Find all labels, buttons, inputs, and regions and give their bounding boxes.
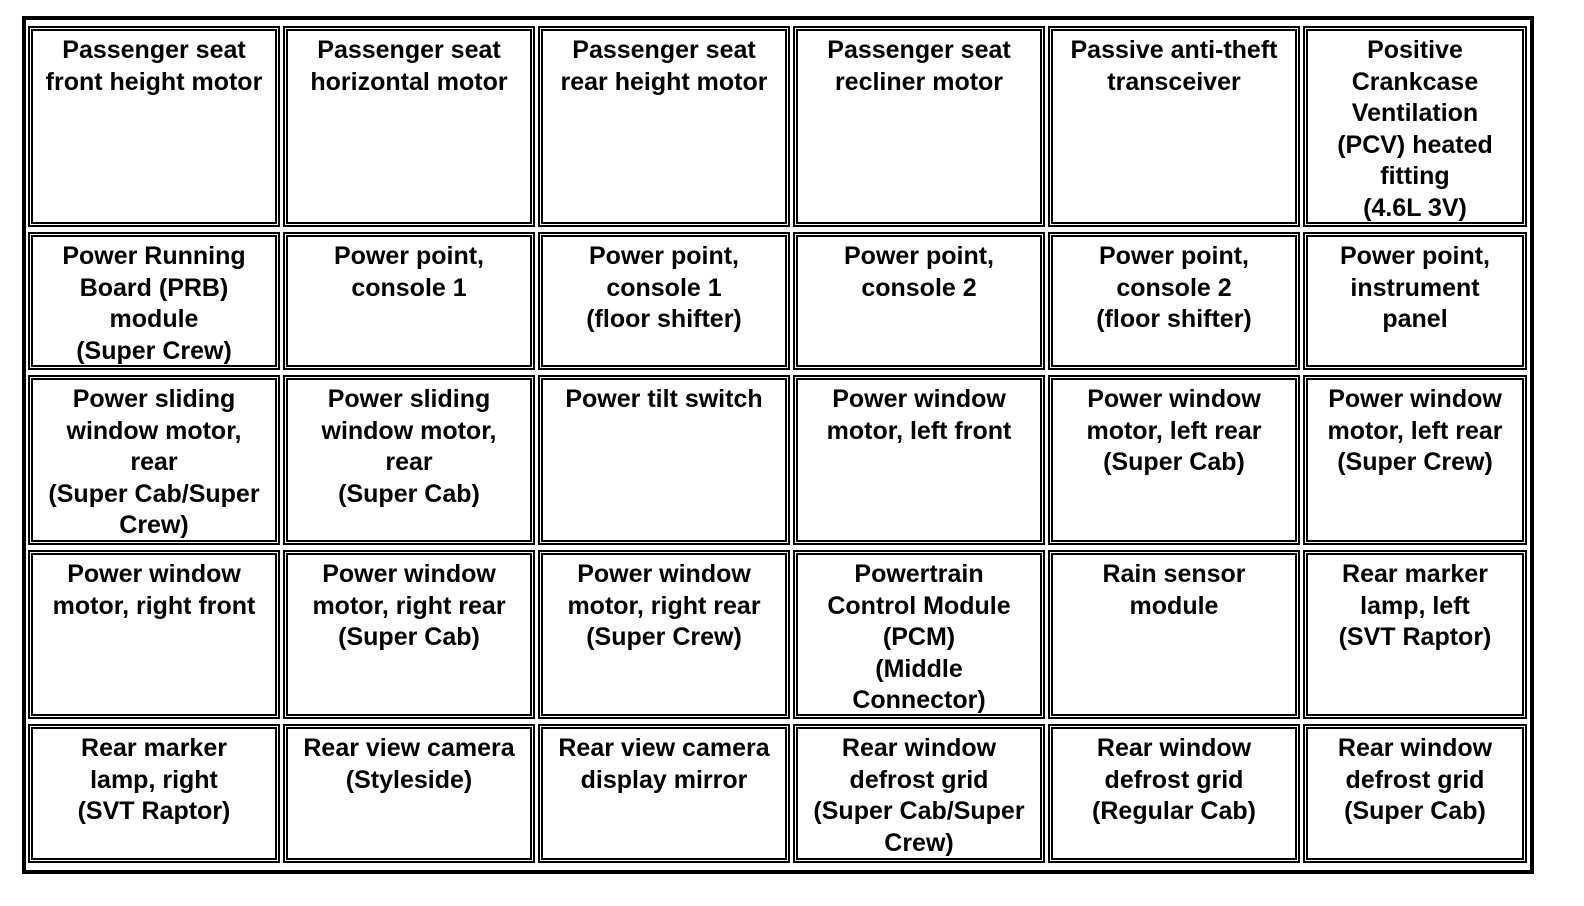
cell-text-line: module xyxy=(109,305,199,333)
cell-text-line: Passive anti-theft xyxy=(1070,36,1278,64)
connector-cell xyxy=(283,550,535,719)
cell-text-line: transceiver xyxy=(1107,67,1241,96)
cell-text-line: Power point, xyxy=(1340,242,1490,270)
cell-text-line: Passenger seat xyxy=(317,36,501,64)
cell-text-line: motor, left front xyxy=(826,416,1012,445)
connector-cell xyxy=(283,26,535,227)
connector-cell xyxy=(28,550,280,719)
cell-text-line: (SVT Raptor) xyxy=(77,797,231,825)
connector-cell xyxy=(283,724,535,863)
connector-cell xyxy=(538,232,790,370)
cell-text-line: Power Running xyxy=(62,242,246,270)
cell-text-line: Rain sensor xyxy=(1102,560,1246,588)
connector-cell xyxy=(793,232,1045,370)
cell-text-line: Power window xyxy=(832,385,1006,413)
cell-text-line: console 1 xyxy=(606,273,722,302)
cell-text-line: lamp, right xyxy=(90,765,218,794)
cell-text-line: Positive xyxy=(1367,36,1463,64)
connector-cell xyxy=(793,26,1045,227)
cell-text-line: (Styleside) xyxy=(345,765,473,794)
connector-cell xyxy=(793,375,1045,545)
connector-cell xyxy=(1303,375,1527,545)
connector-cell xyxy=(538,724,790,863)
cell-text-line: rear xyxy=(385,448,433,476)
cell-text-line: horizontal motor xyxy=(310,67,508,96)
cell-text-line: (PCM) xyxy=(882,623,956,651)
cell-text-line: Power window xyxy=(322,560,496,588)
cell-text-line: Crew) xyxy=(884,828,954,857)
connector-cell xyxy=(1048,375,1300,545)
connector-cell xyxy=(538,550,790,719)
cell-text-line: (Super Crew) xyxy=(1337,448,1493,476)
cell-text-line: (Super Cab) xyxy=(1344,797,1486,825)
cell-text-line: (Super Cab) xyxy=(338,623,480,651)
connector-cell xyxy=(1303,26,1527,227)
cell-text-line: rear height motor xyxy=(560,67,768,96)
cell-text-line: Control Module xyxy=(827,591,1011,620)
cell-text-line: Ventilation xyxy=(1351,99,1479,127)
connector-cell xyxy=(1048,232,1300,370)
cell-text-line: (Super Cab/Super xyxy=(48,479,260,508)
connector-cell xyxy=(538,375,790,545)
cell-text-line: Power window xyxy=(67,560,241,588)
connector-cell xyxy=(28,375,280,545)
connector-cell xyxy=(1048,550,1300,719)
cell-text-line: front height motor xyxy=(45,67,263,96)
cell-text-line: (Super Cab/Super xyxy=(813,797,1025,825)
cell-text-line: (floor shifter) xyxy=(1096,305,1252,333)
cell-text-line: (floor shifter) xyxy=(586,305,742,333)
cell-text-line: Passenger seat xyxy=(572,36,756,64)
connector-cell xyxy=(1048,26,1300,227)
cell-text-line: console 2 xyxy=(1116,273,1232,302)
cell-text-line: Power sliding xyxy=(327,385,491,413)
cell-text-line: display mirror xyxy=(580,765,748,794)
cell-text-line: panel xyxy=(1382,305,1448,333)
cell-text-line: Power point, xyxy=(1099,242,1249,270)
cell-text-line: Rear view camera xyxy=(558,734,770,762)
cell-text-line: window motor, xyxy=(66,416,242,445)
cell-text-line: (Middle xyxy=(875,654,963,683)
connector-cell xyxy=(793,550,1045,719)
connector-cell xyxy=(1048,724,1300,863)
connector-cell xyxy=(28,26,280,227)
connector-cell xyxy=(283,375,535,545)
cell-text-line: Power window xyxy=(577,560,751,588)
connector-cell xyxy=(1303,724,1527,863)
cell-text-line: Powertrain xyxy=(854,560,984,588)
cell-text-line: (Super Cab) xyxy=(338,479,480,508)
cell-text-line: lamp, left xyxy=(1360,591,1470,620)
cell-text-line: Power point, xyxy=(334,242,484,270)
cell-text-line: motor, left rear xyxy=(1327,416,1503,445)
connector-cell xyxy=(538,26,790,227)
cell-text-line: motor, left rear xyxy=(1086,416,1262,445)
cell-text-line: Passenger seat xyxy=(62,36,246,64)
cell-text-line: Passenger seat xyxy=(827,36,1011,64)
cell-text-line: Rear marker xyxy=(1342,560,1488,588)
connector-cell xyxy=(28,724,280,863)
cell-text-line: (Regular Cab) xyxy=(1092,797,1256,825)
cell-text-line: Rear window xyxy=(841,734,997,762)
connector-cell xyxy=(28,232,280,370)
connector-cell xyxy=(283,232,535,370)
cell-text-line: defrost grid xyxy=(1104,765,1244,794)
connector-cell xyxy=(793,724,1045,863)
cell-text-line: Power point, xyxy=(844,242,994,270)
cell-text-line: fitting xyxy=(1380,162,1450,190)
cell-text-line: (Super Cab) xyxy=(1103,448,1245,476)
cell-text-line: defrost grid xyxy=(1345,765,1485,794)
cell-text-line: (4.6L 3V) xyxy=(1363,193,1467,222)
cell-text-line: (SVT Raptor) xyxy=(1338,623,1492,651)
cell-text-line: Power window xyxy=(1087,385,1261,413)
cell-text-line: instrument xyxy=(1350,273,1480,302)
cell-text-line: Rear marker xyxy=(81,734,227,762)
cell-text-line: rear xyxy=(130,448,178,476)
connector-cell xyxy=(1303,232,1527,370)
cell-text-line: Power sliding xyxy=(72,385,236,413)
cell-text-line: Power point, xyxy=(589,242,739,270)
cell-text-line: module xyxy=(1129,591,1219,620)
cell-text-line: Connector) xyxy=(852,686,986,714)
cell-text-line: motor, right rear xyxy=(312,591,506,620)
cell-text-line: motor, right front xyxy=(52,591,256,620)
cell-text-line: (Super Crew) xyxy=(586,623,742,651)
cell-text-line: Rear window xyxy=(1096,734,1252,762)
cell-text-line: (PCV) heated xyxy=(1337,130,1493,159)
cell-text-line: Board (PRB) xyxy=(79,273,229,302)
cell-text-line: (Super Crew) xyxy=(76,336,232,365)
cell-text-line: console 2 xyxy=(861,273,977,302)
cell-text-line: Power window xyxy=(1328,385,1502,413)
cell-text-line: Power tilt switch xyxy=(565,385,763,413)
cell-text-line: Crankcase xyxy=(1351,67,1479,96)
cell-text-line: console 1 xyxy=(351,273,467,302)
connector-cell xyxy=(1303,550,1527,719)
cell-text-line: Rear window xyxy=(1337,734,1493,762)
cell-text-line: defrost grid xyxy=(849,765,989,794)
cell-text-line: Crew) xyxy=(119,511,189,539)
cell-text-line: Rear view camera xyxy=(303,734,515,762)
cell-text-line: window motor, xyxy=(321,416,497,445)
cell-text-line: recliner motor xyxy=(834,67,1004,96)
cell-text-line: motor, right rear xyxy=(567,591,761,620)
